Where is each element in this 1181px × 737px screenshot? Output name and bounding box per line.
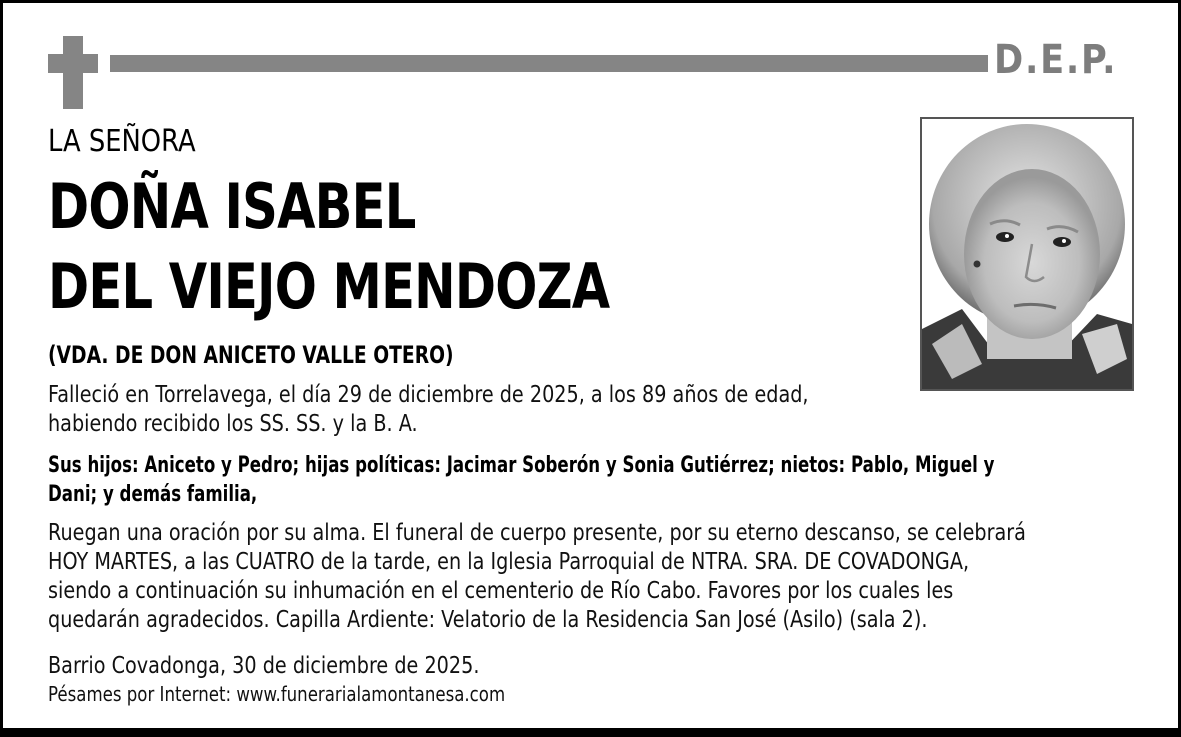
funeral-line3: siendo a continuación su inhumación en el cementerio de Río Cabo. Favores por los cuales les (48, 578, 954, 604)
death-announcement-line2: habiendo recibido los SS. SS. y la B. A. (48, 411, 418, 437)
widow-of: (VDA. DE DON ANICETO VALLE OTERO) (48, 341, 454, 369)
header-rule (110, 55, 988, 72)
title-prefix: LA SEÑORA (48, 124, 196, 159)
condolences-link[interactable]: Pésames por Internet: www.funerarialamontanesa.com (48, 682, 506, 706)
death-announcement-line1: Falleció en Torrelavega, el día 29 de diciembre de 2025, a los 89 años de edad, (48, 382, 809, 408)
portrait-photo (920, 117, 1134, 391)
dep-label: D.E.P. (994, 37, 1118, 83)
place-date: Barrio Covadonga, 30 de diciembre de 2025. (48, 653, 480, 679)
funeral-line1: Ruegan una oración por su alma. El funeral de cuerpo presente, por su eterno descanso, se celebrará (48, 520, 1026, 546)
deceased-name-line2: DEL VIEJO MENDOZA (48, 250, 610, 323)
family-line2: Dani; y demás familia, (48, 482, 258, 507)
funeral-line2: HOY MARTES, a las CUATRO de la tarde, en la Iglesia Parroquial de NTRA. SRA. DE COVADONGA, (48, 549, 970, 575)
bottom-border (0, 728, 1181, 737)
funeral-line4: quedarán agradecidos. Capilla Ardiente: Velatorio de la Residencia San José (Asilo) (sala 2). (48, 607, 928, 633)
portrait-image (922, 119, 1132, 389)
deceased-name-line1: DOÑA ISABEL (48, 170, 416, 243)
cross-icon-arm (48, 54, 98, 73)
family-line1: Sus hijos: Aniceto y Pedro; hijas políticas: Jacimar Soberón y Sonia Gutiérrez; nietos: Pablo, Miguel y (48, 453, 995, 478)
